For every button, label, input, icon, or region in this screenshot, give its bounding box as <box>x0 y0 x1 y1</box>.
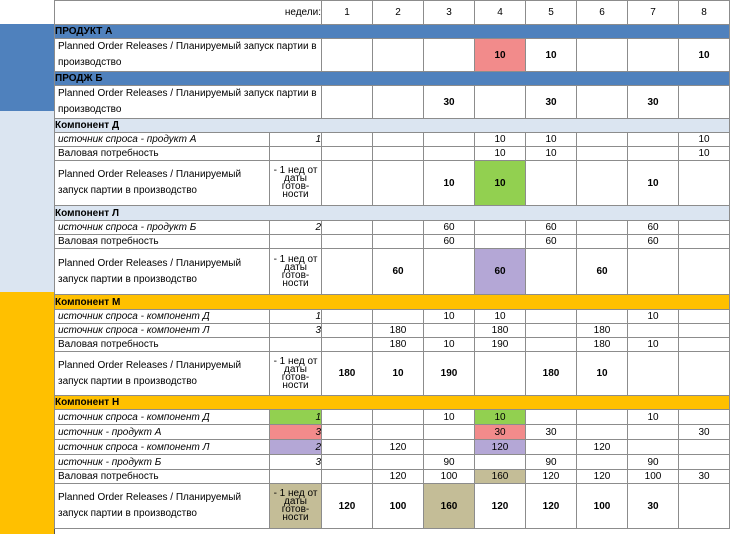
mrp-table <box>54 0 730 529</box>
value-cell[interactable] <box>628 249 679 295</box>
value-cell[interactable]: 10 <box>424 410 475 425</box>
value-cell[interactable] <box>628 147 679 161</box>
gross-row <box>55 147 730 161</box>
value-cell[interactable] <box>322 324 373 338</box>
value-cell[interactable]: 30 <box>475 425 526 440</box>
value-cell[interactable]: 180 <box>475 324 526 338</box>
value-cell[interactable] <box>322 221 373 235</box>
value-cell[interactable] <box>475 86 526 119</box>
value-cell[interactable] <box>475 235 526 249</box>
value-cell[interactable]: 10 <box>475 161 526 206</box>
value-cell[interactable]: 180 <box>577 324 628 338</box>
lead-time-note: - 1 нед от даты готов-ности <box>270 484 322 529</box>
value-cell[interactable]: 180 <box>322 352 373 396</box>
value-cell[interactable]: 60 <box>424 221 475 235</box>
demand-row <box>55 133 730 147</box>
value-cell[interactable]: 160 <box>475 470 526 484</box>
value-cell[interactable] <box>424 147 475 161</box>
value-cell[interactable] <box>577 147 628 161</box>
value-cell[interactable] <box>679 221 730 235</box>
value-cell[interactable]: 120 <box>322 484 373 529</box>
value-cell[interactable]: 30 <box>526 425 577 440</box>
value-cell[interactable] <box>373 86 424 119</box>
value-cell[interactable]: 120 <box>373 440 424 455</box>
por-row <box>55 86 730 119</box>
value-cell[interactable] <box>322 235 373 249</box>
por-row <box>55 484 730 529</box>
section-header-row <box>55 206 730 221</box>
lead-time-note: - 1 нед от даты готов-ности <box>270 352 322 396</box>
value-cell[interactable] <box>526 440 577 455</box>
value-cell[interactable] <box>475 455 526 470</box>
demand-row <box>55 324 730 338</box>
value-cell[interactable] <box>475 352 526 396</box>
week-number: 3 <box>424 1 475 25</box>
por-row <box>55 161 730 206</box>
row-label: Planned Order Releases / Планируемый запуск партии в производство <box>55 249 270 295</box>
value-cell[interactable]: 120 <box>373 470 424 484</box>
qty-cell[interactable] <box>270 338 322 352</box>
section-header-row <box>55 396 730 410</box>
row-label: Planned Order Releases / Планируемый запуск партии в производство <box>55 86 322 119</box>
week-number: 4 <box>475 1 526 25</box>
row-label: Planned Order Releases / Планируемый запуск партии в производство <box>55 352 270 396</box>
value-cell[interactable]: 10 <box>577 352 628 396</box>
value-cell[interactable]: 30 <box>679 470 730 484</box>
value-cell[interactable]: 60 <box>475 249 526 295</box>
value-cell[interactable] <box>322 161 373 206</box>
value-cell[interactable] <box>373 425 424 440</box>
demand-row <box>55 455 730 470</box>
value-cell[interactable] <box>322 133 373 147</box>
qty-cell[interactable] <box>270 147 322 161</box>
row-label: Валовая потребность <box>55 235 270 249</box>
value-cell[interactable]: 30 <box>628 484 679 529</box>
value-cell[interactable]: 180 <box>577 338 628 352</box>
value-cell[interactable] <box>373 39 424 72</box>
component-title: Компонент Д <box>55 119 730 133</box>
value-cell[interactable] <box>424 133 475 147</box>
row-label: источник спроса - продукт Б <box>55 221 270 235</box>
row-label: источник - продукт А <box>55 425 270 440</box>
value-cell[interactable] <box>628 324 679 338</box>
value-cell[interactable] <box>679 352 730 396</box>
component-title: Компонент М <box>55 295 730 310</box>
value-cell[interactable] <box>577 133 628 147</box>
value-cell[interactable] <box>322 86 373 119</box>
header-row <box>55 1 730 25</box>
row-label: источник спроса - продукт А <box>55 133 270 147</box>
component-title: Компонент Н <box>55 396 730 410</box>
value-cell[interactable] <box>373 410 424 425</box>
value-cell[interactable]: 120 <box>526 470 577 484</box>
row-label: Planned Order Releases / Планируемый запуск партии в производство <box>55 484 270 529</box>
value-cell[interactable] <box>322 410 373 425</box>
value-cell[interactable]: 10 <box>526 39 577 72</box>
sidebar-products-band <box>0 24 55 111</box>
value-cell[interactable] <box>679 484 730 529</box>
value-cell[interactable] <box>577 410 628 425</box>
value-cell[interactable] <box>526 410 577 425</box>
value-cell[interactable] <box>577 425 628 440</box>
por-row <box>55 39 730 72</box>
value-cell[interactable] <box>322 338 373 352</box>
value-cell[interactable]: 190 <box>424 352 475 396</box>
value-cell[interactable] <box>322 249 373 295</box>
week-number: 8 <box>679 1 730 25</box>
value-cell[interactable] <box>577 455 628 470</box>
value-cell[interactable]: 60 <box>526 221 577 235</box>
qty-cell[interactable]: 1 <box>270 410 322 425</box>
qty-cell[interactable] <box>270 235 322 249</box>
qty-cell[interactable]: 1 <box>270 133 322 147</box>
row-label: источник спроса - компонент Д <box>55 410 270 425</box>
demand-row <box>55 410 730 425</box>
value-cell[interactable] <box>679 410 730 425</box>
qty-cell[interactable]: 2 <box>270 221 322 235</box>
gross-row <box>55 470 730 484</box>
value-cell[interactable]: 10 <box>424 310 475 324</box>
row-label: Валовая потребность <box>55 338 270 352</box>
value-cell[interactable]: 10 <box>679 39 730 72</box>
value-cell[interactable]: 10 <box>475 410 526 425</box>
weeks-label: недели: <box>55 1 322 25</box>
section-header-row <box>55 119 730 133</box>
value-cell[interactable]: 10 <box>679 147 730 161</box>
value-cell[interactable] <box>373 235 424 249</box>
value-cell[interactable] <box>679 235 730 249</box>
value-cell[interactable]: 90 <box>424 455 475 470</box>
value-cell[interactable]: 60 <box>628 235 679 249</box>
value-cell[interactable]: 10 <box>526 147 577 161</box>
por-row <box>55 249 730 295</box>
value-cell[interactable] <box>373 133 424 147</box>
value-cell[interactable] <box>679 440 730 455</box>
lead-time-note: - 1 нед от даты готов-ности <box>270 161 322 206</box>
value-cell[interactable]: 120 <box>526 484 577 529</box>
por-row <box>55 352 730 396</box>
value-cell[interactable]: 30 <box>628 86 679 119</box>
value-cell[interactable]: 100 <box>424 470 475 484</box>
value-cell[interactable] <box>526 161 577 206</box>
value-cell[interactable]: 120 <box>475 440 526 455</box>
value-cell[interactable] <box>628 352 679 396</box>
value-cell[interactable] <box>322 470 373 484</box>
value-cell[interactable] <box>424 249 475 295</box>
value-cell[interactable] <box>526 310 577 324</box>
gross-row <box>55 338 730 352</box>
value-cell[interactable]: 10 <box>526 133 577 147</box>
value-cell[interactable] <box>577 161 628 206</box>
qty-cell[interactable]: 3 <box>270 324 322 338</box>
week-number: 7 <box>628 1 679 25</box>
gross-row <box>55 235 730 249</box>
qty-cell[interactable] <box>270 470 322 484</box>
value-cell[interactable]: 10 <box>373 352 424 396</box>
value-cell[interactable] <box>373 221 424 235</box>
value-cell[interactable]: 180 <box>373 324 424 338</box>
product-title: ПРОДУКТ А <box>55 25 730 39</box>
value-cell[interactable]: 120 <box>577 470 628 484</box>
value-cell[interactable]: 10 <box>628 161 679 206</box>
qty-cell[interactable]: 2 <box>270 440 322 455</box>
lead-time-note: - 1 нед от даты готов-ности <box>270 249 322 295</box>
value-cell[interactable] <box>424 440 475 455</box>
value-cell[interactable] <box>322 440 373 455</box>
section-header-row <box>55 295 730 310</box>
row-label: источник - продукт Б <box>55 455 270 470</box>
value-cell[interactable] <box>577 39 628 72</box>
value-cell[interactable]: 90 <box>526 455 577 470</box>
value-cell[interactable] <box>577 235 628 249</box>
value-cell[interactable]: 30 <box>424 86 475 119</box>
value-cell[interactable] <box>373 310 424 324</box>
value-cell[interactable]: 10 <box>475 133 526 147</box>
sidebar-top-cell <box>0 0 55 25</box>
value-cell[interactable] <box>628 425 679 440</box>
value-cell[interactable] <box>526 324 577 338</box>
value-cell[interactable] <box>322 425 373 440</box>
value-cell[interactable]: 100 <box>628 470 679 484</box>
value-cell[interactable]: 100 <box>577 484 628 529</box>
row-label: источник спроса - компонент Л <box>55 440 270 455</box>
value-cell[interactable]: 100 <box>373 484 424 529</box>
row-label: Planned Order Releases / Планируемый запуск партии в производство <box>55 161 270 206</box>
value-cell[interactable] <box>679 338 730 352</box>
value-cell[interactable] <box>373 455 424 470</box>
value-cell[interactable]: 10 <box>628 310 679 324</box>
demand-row <box>55 440 730 455</box>
value-cell[interactable]: 10 <box>424 338 475 352</box>
value-cell[interactable] <box>322 455 373 470</box>
week-number: 2 <box>373 1 424 25</box>
value-cell[interactable] <box>679 249 730 295</box>
qty-cell[interactable]: 3 <box>270 425 322 440</box>
value-cell[interactable]: 30 <box>679 425 730 440</box>
value-cell[interactable]: 10 <box>628 410 679 425</box>
value-cell[interactable] <box>628 133 679 147</box>
value-cell[interactable]: 60 <box>628 221 679 235</box>
value-cell[interactable]: 60 <box>577 249 628 295</box>
value-cell[interactable]: 160 <box>424 484 475 529</box>
value-cell[interactable] <box>526 338 577 352</box>
week-number: 6 <box>577 1 628 25</box>
value-cell[interactable] <box>373 147 424 161</box>
value-cell[interactable] <box>475 221 526 235</box>
value-cell[interactable] <box>424 425 475 440</box>
value-cell[interactable] <box>679 161 730 206</box>
sidebar-materials-band <box>0 292 55 534</box>
value-cell[interactable] <box>526 249 577 295</box>
value-cell[interactable] <box>577 310 628 324</box>
value-cell[interactable] <box>322 39 373 72</box>
demand-row <box>55 310 730 324</box>
value-cell[interactable] <box>322 147 373 161</box>
value-cell[interactable]: 10 <box>628 338 679 352</box>
value-cell[interactable] <box>679 324 730 338</box>
value-cell[interactable]: 180 <box>526 352 577 396</box>
value-cell[interactable]: 190 <box>475 338 526 352</box>
row-label: Planned Order Releases / Планируемый запуск партии в производство <box>55 39 322 72</box>
section-header-row <box>55 72 730 86</box>
value-cell[interactable] <box>424 324 475 338</box>
value-cell[interactable]: 60 <box>526 235 577 249</box>
value-cell[interactable]: 10 <box>475 310 526 324</box>
value-cell[interactable]: 120 <box>577 440 628 455</box>
section-header-row <box>55 25 730 39</box>
row-label: Валовая потребность <box>55 470 270 484</box>
value-cell[interactable]: 180 <box>373 338 424 352</box>
qty-cell[interactable]: 1 <box>270 310 322 324</box>
component-title: Компонент Л <box>55 206 730 221</box>
value-cell[interactable] <box>679 455 730 470</box>
value-cell[interactable]: 10 <box>475 147 526 161</box>
row-label: источник спроса - компонент Д <box>55 310 270 324</box>
value-cell[interactable] <box>424 39 475 72</box>
week-number: 5 <box>526 1 577 25</box>
value-cell[interactable] <box>628 39 679 72</box>
qty-cell[interactable]: 3 <box>270 455 322 470</box>
value-cell[interactable]: 120 <box>475 484 526 529</box>
value-cell[interactable] <box>679 86 730 119</box>
value-cell[interactable]: 60 <box>424 235 475 249</box>
sidebar-components-band <box>0 111 55 292</box>
row-label: источник спроса - компонент Л <box>55 324 270 338</box>
value-cell[interactable]: 60 <box>373 249 424 295</box>
value-cell[interactable] <box>322 310 373 324</box>
value-cell[interactable]: 90 <box>628 455 679 470</box>
demand-row <box>55 221 730 235</box>
value-cell[interactable]: 10 <box>424 161 475 206</box>
row-label: Валовая потребность <box>55 147 270 161</box>
product-title: ПРОДЖ Б <box>55 72 730 86</box>
value-cell[interactable] <box>373 161 424 206</box>
value-cell[interactable] <box>577 86 628 119</box>
demand-row <box>55 425 730 440</box>
week-number: 1 <box>322 1 373 25</box>
value-cell[interactable]: 30 <box>526 86 577 119</box>
value-cell[interactable] <box>628 440 679 455</box>
value-cell[interactable]: 10 <box>679 133 730 147</box>
value-cell[interactable] <box>577 221 628 235</box>
value-cell[interactable]: 10 <box>475 39 526 72</box>
value-cell[interactable] <box>679 310 730 324</box>
